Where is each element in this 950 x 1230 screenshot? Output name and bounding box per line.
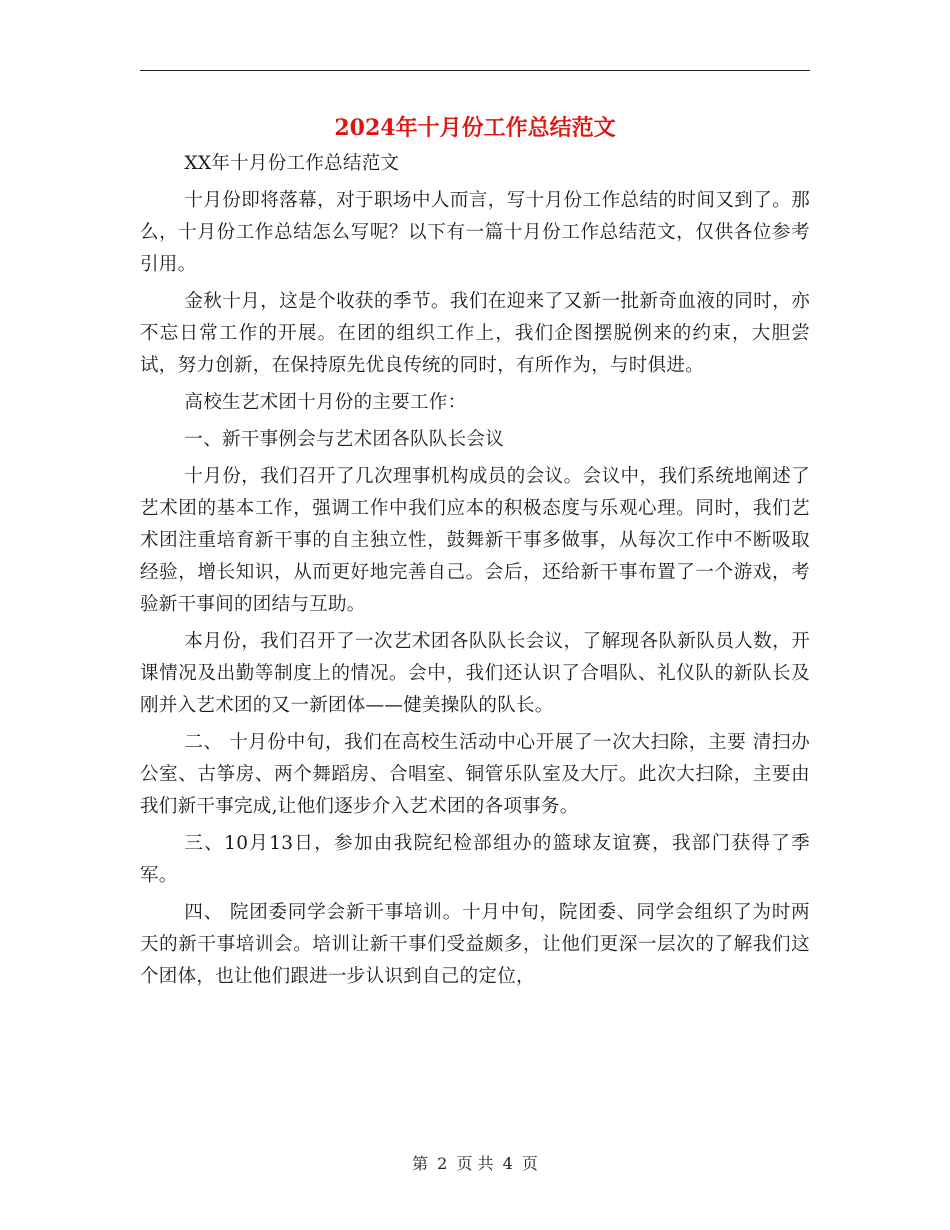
body-paragraph: 二、 十月份中旬，我们在高校生活动中心开展了一次大扫除，主要 清扫办公室、古筝房、两个舞蹈房、合唱室、铜管乐队室及大厅。此次大扫除，主要由我们新干事完成,让他们逐步介入艺术团的各项事务。: [140, 732, 810, 817]
page-footer: [0, 1152, 950, 1176]
subtitle-paragraph: XX年十月份工作总结范文: [184, 153, 400, 174]
body-paragraph: 十月份，我们召开了几次理事机构成员的会议。会议中，我们系统地阐述了艺术团的基本工作，强调工作中我们应本的积极态度与乐观心理。同时，我们艺术团注重培育新干事的自主独立性，鼓舞新干事多做事，从每次工作中不断吸取经验，增长知识，从而更好地完善自己。会后，还给新干事布置了一个游戏，考验新干事间的团结与互助。: [140, 466, 810, 615]
body-paragraph: 十月份即将落幕，对于职场中人而言，写十月份工作总结的时间又到了。那么，十月份工作总结怎么写呢？以下有一篇十月份工作总结范文，仅供各位参考引用。: [140, 190, 810, 275]
body-paragraph: 金秋十月，这是个收获的季节。我们在迎来了又新一批新奇血液的同时，亦不忘日常工作的开展。在团的组织工作上，我们企图摆脱例来的约束，大胆尝试，努力创新，在保持原先优良传统的同时，有所作为，与时俱进。: [140, 291, 810, 376]
section-heading: 高校生艺术团十月份的主要工作：: [184, 392, 467, 413]
footer-suffix: 页: [521, 1154, 538, 1173]
document-title: 2024年十月份工作总结范文: [334, 115, 616, 141]
body-paragraph: 四、 院团委同学会新干事培训。十月中旬，院团委、同学会组织了为时两天的新干事培训会。培训让新干事们受益颇多，让他们更深一层次的了解我们这个团体，也让他们跟进一步认识到自己的定位，: [140, 902, 810, 987]
document-body: [140, 148, 810, 998]
body-paragraph: 本月份，我们召开了一次艺术团各队队长会议，了解现各队新队员人数，开课情况及出勤等制度上的情况。会中，我们还认识了合唱队、礼仪队的新队长及刚并入艺术团的又一新团体——健美操队的队长。: [140, 631, 810, 716]
header-rule: [140, 70, 810, 71]
section-heading: 一、新干事例会与艺术团各队队长会议: [184, 429, 504, 450]
footer-page-number: 2: [437, 1154, 448, 1173]
footer-middle: 页 共: [456, 1154, 494, 1173]
footer-prefix: 第: [412, 1154, 429, 1173]
footer-total-pages: 4: [502, 1154, 513, 1173]
body-paragraph: 三、10月13日，参加由我院纪检部组办的篮球友谊赛，我部门获得了季军。: [140, 833, 810, 886]
